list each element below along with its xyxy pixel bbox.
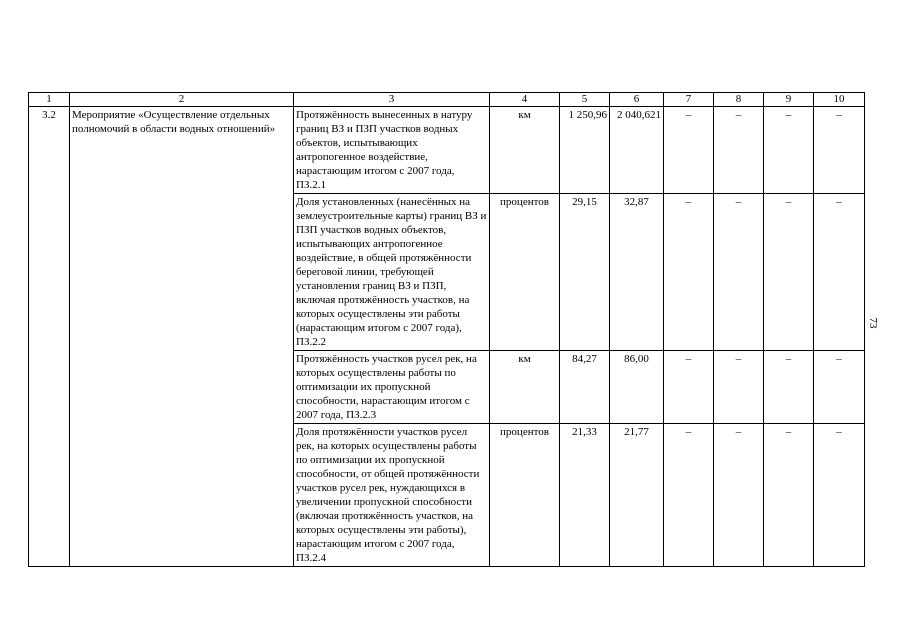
- value-col10: –: [814, 351, 865, 424]
- value-col5: 84,27: [560, 351, 610, 424]
- indicator-text: Протяжённость вынесенных в натуру границ ВЗ и ПЗП участков водных объектов, испытывающих антропогенное воздействие, нарастающим итогом с 2007 года, ПЗ.2.1: [294, 107, 490, 194]
- indicator-text: Доля установленных (нанесённых на землеустроительные карты) границ ВЗ и ПЗП участков водных объектов, испытывающих антропогенное воздействие, в общей протяжённости береговой линии, требующей установления границ ВЗ и ПЗП, включая протяжённость участков, на которых осуществлены эти работы (нарастающим итогом с 2007 года), ПЗ.2.2: [294, 194, 490, 351]
- table-row: [29, 107, 865, 194]
- value-col9: –: [764, 194, 814, 351]
- col-header-7: 7: [664, 93, 714, 107]
- value-col9: –: [764, 351, 814, 424]
- value-col6: 21,77: [610, 424, 664, 567]
- value-col6: 32,87: [610, 194, 664, 351]
- value-col7: –: [664, 194, 714, 351]
- value-col7: –: [664, 424, 714, 567]
- indicator-text: Протяжённость участков русел рек, на которых осуществлены работы по оптимизации их пропускной способности, нарастающим итогом с 2007 года, ПЗ.2.3: [294, 351, 490, 424]
- col-header-4: 4: [490, 93, 560, 107]
- group-number: 3.2: [29, 107, 70, 567]
- event-title: Мероприятие «Осуществление отдельных полномочий в области водных отношений»: [70, 107, 294, 567]
- indicators-table: [28, 92, 865, 567]
- value-col8: –: [714, 351, 764, 424]
- value-col10: –: [814, 107, 865, 194]
- value-col8: –: [714, 107, 764, 194]
- unit-cell: процентов: [490, 424, 560, 567]
- value-col7: –: [664, 351, 714, 424]
- value-col9: –: [764, 424, 814, 567]
- col-header-8: 8: [714, 93, 764, 107]
- col-header-2: 2: [70, 93, 294, 107]
- value-col5: 21,33: [560, 424, 610, 567]
- col-header-5: 5: [560, 93, 610, 107]
- value-col6: 86,00: [610, 351, 664, 424]
- page-number: 73: [867, 317, 879, 329]
- unit-cell: процентов: [490, 194, 560, 351]
- value-col5: 29,15: [560, 194, 610, 351]
- unit-cell: км: [490, 351, 560, 424]
- value-col9: –: [764, 107, 814, 194]
- value-col8: –: [714, 194, 764, 351]
- col-header-6: 6: [610, 93, 664, 107]
- value-col7: –: [664, 107, 714, 194]
- value-col10: –: [814, 194, 865, 351]
- col-header-9: 9: [764, 93, 814, 107]
- value-col6: 2 040,621: [610, 107, 664, 194]
- header-row: [29, 93, 865, 107]
- unit-cell: км: [490, 107, 560, 194]
- value-col10: –: [814, 424, 865, 567]
- col-header-1: 1: [29, 93, 70, 107]
- indicator-text: Доля протяжённости участков русел рек, на которых осуществлены работы по оптимизации их пропускной способности, от общей протяжённости участков русел рек, нуждающихся в увеличении пропускной способности (включая протяжённость участков, на которых осуществлены эти работы), нарастающим итогом с 2007 года, ПЗ.2.4: [294, 424, 490, 567]
- col-header-10: 10: [814, 93, 865, 107]
- col-header-3: 3: [294, 93, 490, 107]
- value-col5: 1 250,96: [560, 107, 610, 194]
- value-col8: –: [714, 424, 764, 567]
